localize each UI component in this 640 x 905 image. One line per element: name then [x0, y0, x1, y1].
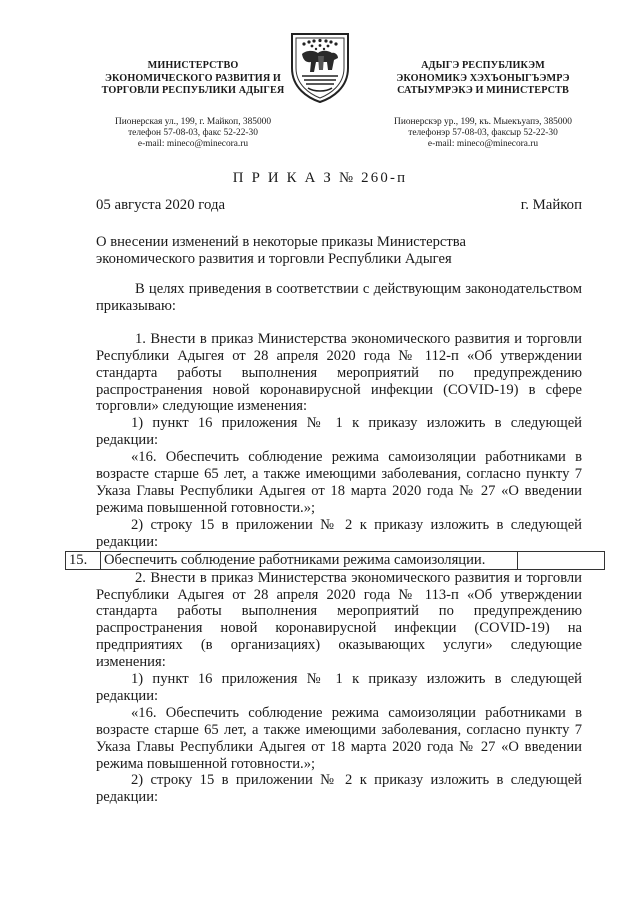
- order-city: г. Майкоп: [520, 197, 582, 213]
- preamble: В целях приведения в соответствии с действующим законодательством приказываю:: [96, 281, 582, 314]
- row-15-table: [65, 551, 605, 570]
- ministry-address-adyghe: Пионерскэр ур., 199, къ. Мыекъуапэ, 385000 телефонэр 57-08-03, факсыр 52-22-30 e-mail: mineco@minecora.ru: [394, 116, 572, 150]
- ministry-name-adyghe: АДЫГЭ РЕСПУБЛИКЭМ ЭКОНОМИКЭ ХЭХЪОНЫГЪЭМРЭ САТЫУМРЭКЭ И МИНИСТЕРСТВ: [396, 60, 570, 96]
- item-2: 2. Внести в приказ Министерства экономического развития и торговли Республики Адыгея от 28 апреля 2020 года № 113-п «Об утверждении стандарта работы выполнения мероприятий по предупреждению распространения новой коронавирусной инфекции (COVID-19) на предприятиях (в организациях) оказывающих услуги» следующие изменения:: [96, 569, 582, 671]
- order-title: П Р И К А З № 260-п: [232, 170, 408, 186]
- table-row: [66, 551, 605, 569]
- coat-of-arms-icon: [288, 30, 352, 104]
- item-2-quote: «16. Обеспечить соблюдение режима самоизоляции работниками в возрасте старше 65 лет, а также имеющими заболевания, согласно пункту 7 Указа Главы Республики Адыгея от 18 марта 2020 года № 27 «О введении режима повышенной готовности.»;: [96, 704, 582, 772]
- item-1: 1. Внести в приказ Министерства экономического развития и торговли Республики Адыгея от 28 апреля 2020 года № 112-п «Об утверждении стандарта работы выполнения мероприятий по предупреждению распространения новой коронавирусной инфекции (COVID-19) в сфере торговли» следующие изменения:: [96, 330, 582, 415]
- date-line: [96, 197, 582, 214]
- order-body: [69, 281, 582, 806]
- order-subject: О внесении изменений в некоторые приказы Министерства экономического развития и торговли Республики Адыгея: [96, 234, 466, 268]
- item-2-subitem-1: 1) пункт 16 приложения № 1 к приказу изложить в следующей редакции:: [96, 671, 582, 704]
- row-number: 15.: [66, 551, 101, 569]
- ministry-header-russian: [88, 60, 298, 151]
- order-date: 05 августа 2020 года: [96, 197, 226, 213]
- item-1-quote: «16. Обеспечить соблюдение режима самоизоляции работниками в возрасте старше 65 лет, а также имеющими заболевания, согласно пункту 7 Указа Главы Республики Адыгея от 18 марта 2020 года № 27 «О введении режима повышенной готовности.»;: [96, 449, 582, 516]
- item-1-subitem-1: 1) пункт 16 приложения № 1 к приказу изложить в следующей редакции:: [96, 415, 582, 449]
- ministry-address-russian: Пионерская ул., 199, г. Майкоп, 385000 телефон 57-08-03, факс 52-22-30 e-mail: mineco@minecora.ru: [114, 116, 272, 150]
- ministry-name-russian: МИНИСТЕРСТВО ЭКОНОМИЧЕСКОГО РАЗВИТИЯ И ТОРГОВЛИ РЕСПУБЛИКИ АДЫГЕЯ: [101, 60, 285, 96]
- item-2-subitem-2: 2) строку 15 в приложении № 2 к приказу изложить в следующей редакции:: [96, 772, 582, 806]
- row-text: Обеспечить соблюдение работниками режима самоизоляции.: [101, 551, 518, 569]
- row-empty-cell: [518, 551, 605, 569]
- item-1-subitem-2: 2) строку 15 в приложении № 2 к приказу изложить в следующей редакции:: [96, 516, 582, 550]
- ministry-header-adyghe: [378, 60, 588, 151]
